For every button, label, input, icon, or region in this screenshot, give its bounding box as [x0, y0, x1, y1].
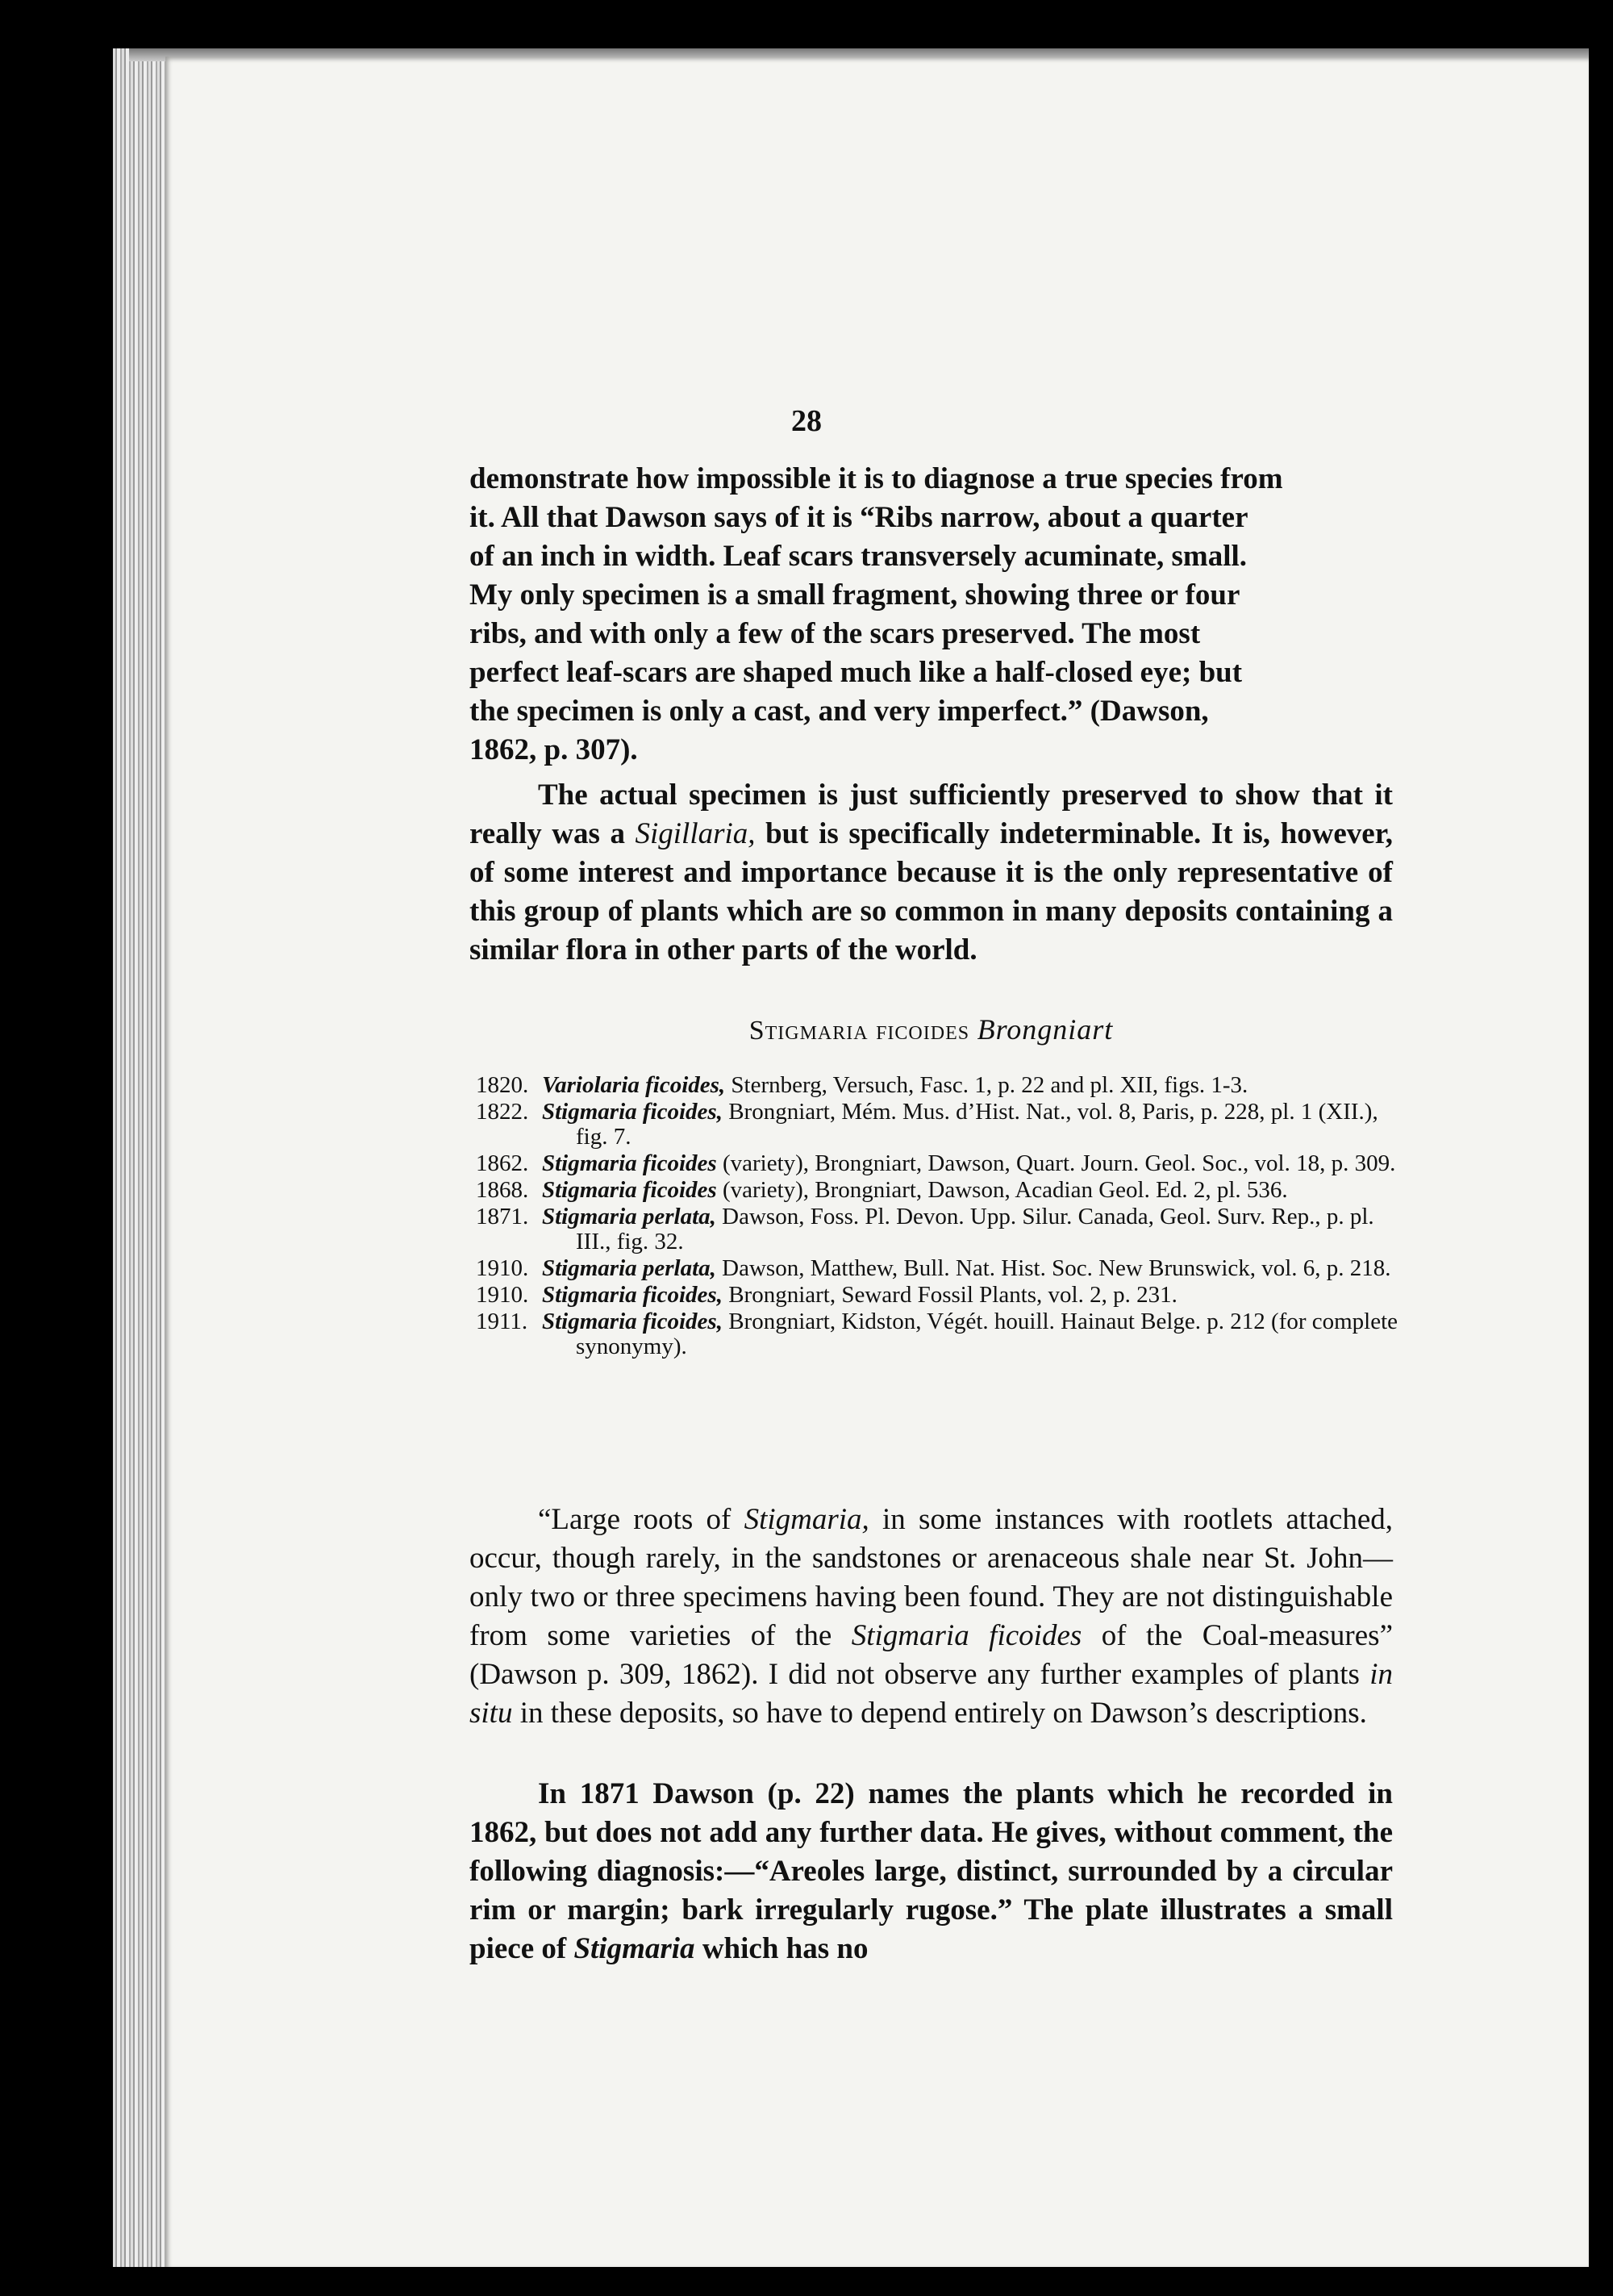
text-line: perfect leaf-scars are shaped much like a half-closed eye; but	[469, 656, 1243, 689]
synonymy-name: Stigmaria ficoides,	[542, 1309, 723, 1334]
paragraph-2	[469, 776, 1393, 970]
synonymy-citation: Dawson, Matthew, Bull. Nat. Hist. Soc. New Brunswick, vol. 6, p. 218.	[715, 1255, 1391, 1281]
paragraph-3	[469, 1501, 1393, 1733]
synonymy-year: 1820.	[476, 1072, 529, 1098]
species-name-inline: Stigmaria ficoides	[851, 1619, 1082, 1652]
synonymy-citation: Dawson, Foss. Pl. Devon. Upp. Silur. Canada, Geol. Surv. Rep., p. pl. III., fig. 32.	[576, 1204, 1374, 1254]
synonymy-year: 1911.	[476, 1309, 528, 1334]
synonymy-entry	[476, 1256, 1403, 1281]
text-line: of an inch in width. Leaf scars transversely acuminate, small.	[469, 540, 1248, 573]
text-span: which has no	[694, 1932, 869, 1965]
synonymy-entry	[476, 1204, 1403, 1254]
synonymy-year: 1868.	[476, 1177, 529, 1203]
synonymy-name: Stigmaria perlata,	[542, 1204, 716, 1229]
synonymy-year: 1862.	[476, 1150, 529, 1176]
synonymy-citation: Brongniart, Seward Fossil Plants, vol. 2, p. 231.	[722, 1282, 1177, 1308]
genus-name: Stigmaria,	[744, 1503, 869, 1536]
synonymy-entry	[476, 1309, 1403, 1359]
text-span: “Large roots of	[538, 1503, 744, 1536]
synonymy-name: Stigmaria ficoides	[542, 1150, 717, 1176]
synonymy-year: 1910.	[476, 1282, 529, 1308]
genus-name: Sigillaria,	[635, 817, 756, 850]
synonymy-year: 1822.	[476, 1099, 529, 1125]
species-author: Brongniart	[977, 1013, 1114, 1046]
synonymy-name: Stigmaria perlata,	[542, 1255, 716, 1281]
latin-phrase: in situ	[469, 1658, 1393, 1730]
text-line: the specimen is only a cast, and very imperfect.” (Dawson,	[469, 695, 1209, 728]
synonymy-list	[476, 1073, 1403, 1361]
synonymy-citation: Sternberg, Versuch, Fasc. 1, p. 22 and pl. XII, figs. 1-3.	[725, 1072, 1248, 1098]
text-line: ribs, and with only a few of the scars preserved. The most	[469, 617, 1201, 650]
synonymy-entry	[476, 1283, 1403, 1308]
synonymy-year: 1871.	[476, 1204, 529, 1229]
text-span: of the Coal-measures” (Dawson p. 309, 1862). I did not observe any further examples of plants	[469, 1619, 1393, 1691]
synonymy-name: Variolaria ficoides,	[542, 1072, 726, 1098]
species-name: Stigmaria ficoides	[748, 1016, 970, 1046]
paragraph-1	[469, 460, 1393, 770]
synonymy-name: Stigmaria ficoides,	[542, 1282, 723, 1308]
synonymy-citation: (variety), Brongniart, Dawson, Quart. Journ. Geol. Soc., vol. 18, p. 309.	[716, 1150, 1396, 1176]
text-line: My only specimen is a small fragment, showing three or four	[469, 578, 1240, 612]
synonymy-entry	[476, 1073, 1403, 1098]
text-span: in some instances with rootlets attached, occur, though rarely, in the sandstones or arenaceous shale near St. John—only two or three specimens having been found. They are not distinguishable from some varieties of the	[469, 1503, 1393, 1652]
synonymy-year: 1910.	[476, 1255, 529, 1281]
text-span: but is specifically indeterminable. It is, however, of some interest and importance because it is the only representative of this group of plants which are so common in many deposits containing a similar flora in other parts of the world.	[469, 817, 1394, 966]
text-line: demonstrate how impossible it is to diagnose a true species from	[469, 462, 1283, 495]
synonymy-citation: Brongniart, Mém. Mus. d’Hist. Nat., vol. 8, Paris, p. 228, pl. 1 (XII.), fig. 7.	[576, 1099, 1378, 1150]
synonymy-citation: Brongniart, Kidston, Végét. houill. Hainaut Belge. p. 212 (for complete synonymy).	[576, 1309, 1398, 1359]
text-span: In 1871 Dawson (p. 22) names the plants which he recorded in 1862, but does not add any further data. He gives, without comment, the following diagnosis:—“Areoles large, distinct, surrounded by a circular rim or margin; bark irregularly rugose.” The plate illustrates a small piece of	[469, 1777, 1393, 1965]
synonymy-entry	[476, 1178, 1403, 1203]
page-number: 28	[791, 404, 822, 438]
text-line: 1862, p. 307).	[469, 733, 638, 766]
synonymy-entry	[476, 1151, 1403, 1176]
synonymy-entry	[476, 1100, 1403, 1150]
genus-name: Stigmaria	[573, 1932, 695, 1965]
synonymy-name: Stigmaria ficoides,	[542, 1099, 723, 1125]
synonymy-citation: (variety), Brongniart, Dawson, Acadian Geol. Ed. 2, pl. 536.	[716, 1177, 1288, 1203]
paragraph-4	[469, 1775, 1393, 1968]
text-span: The actual specimen is just sufficiently preserved to show that it really was a	[469, 779, 1393, 850]
species-heading	[469, 1012, 1393, 1046]
synonymy-name: Stigmaria ficoides	[542, 1177, 717, 1203]
text-span: in these deposits, so have to depend entirely on Dawson’s descriptions.	[512, 1697, 1367, 1730]
text-line: it. All that Dawson says of it is “Ribs narrow, about a quarter	[469, 501, 1248, 534]
